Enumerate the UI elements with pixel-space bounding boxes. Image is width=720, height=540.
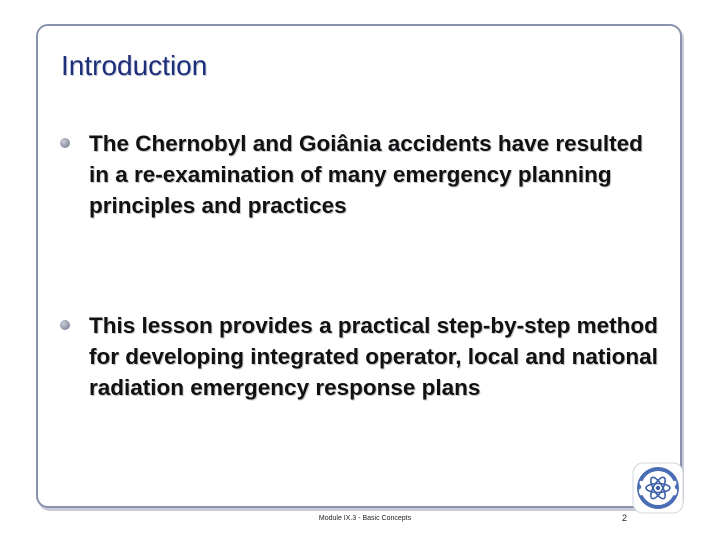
bullet-dot-icon: [60, 320, 70, 330]
footer-module-label: Module IX.3 - Basic Concepts: [318, 515, 412, 522]
iaea-logo-icon: [632, 462, 684, 514]
bullet-dot-icon: [60, 138, 70, 148]
slide-frame: [36, 24, 682, 508]
page-number: 2: [622, 513, 628, 523]
slide-title: Introduction: [61, 50, 208, 81]
bullet-text: The Chernobyl and Goiânia accidents have resulted in a re-examination of many emergency planning principles and practices: [89, 131, 643, 218]
bullet-text: This lesson provides a practical step-by-step method for developing integrated operator, local and national radiation emergency response plans: [89, 313, 658, 400]
